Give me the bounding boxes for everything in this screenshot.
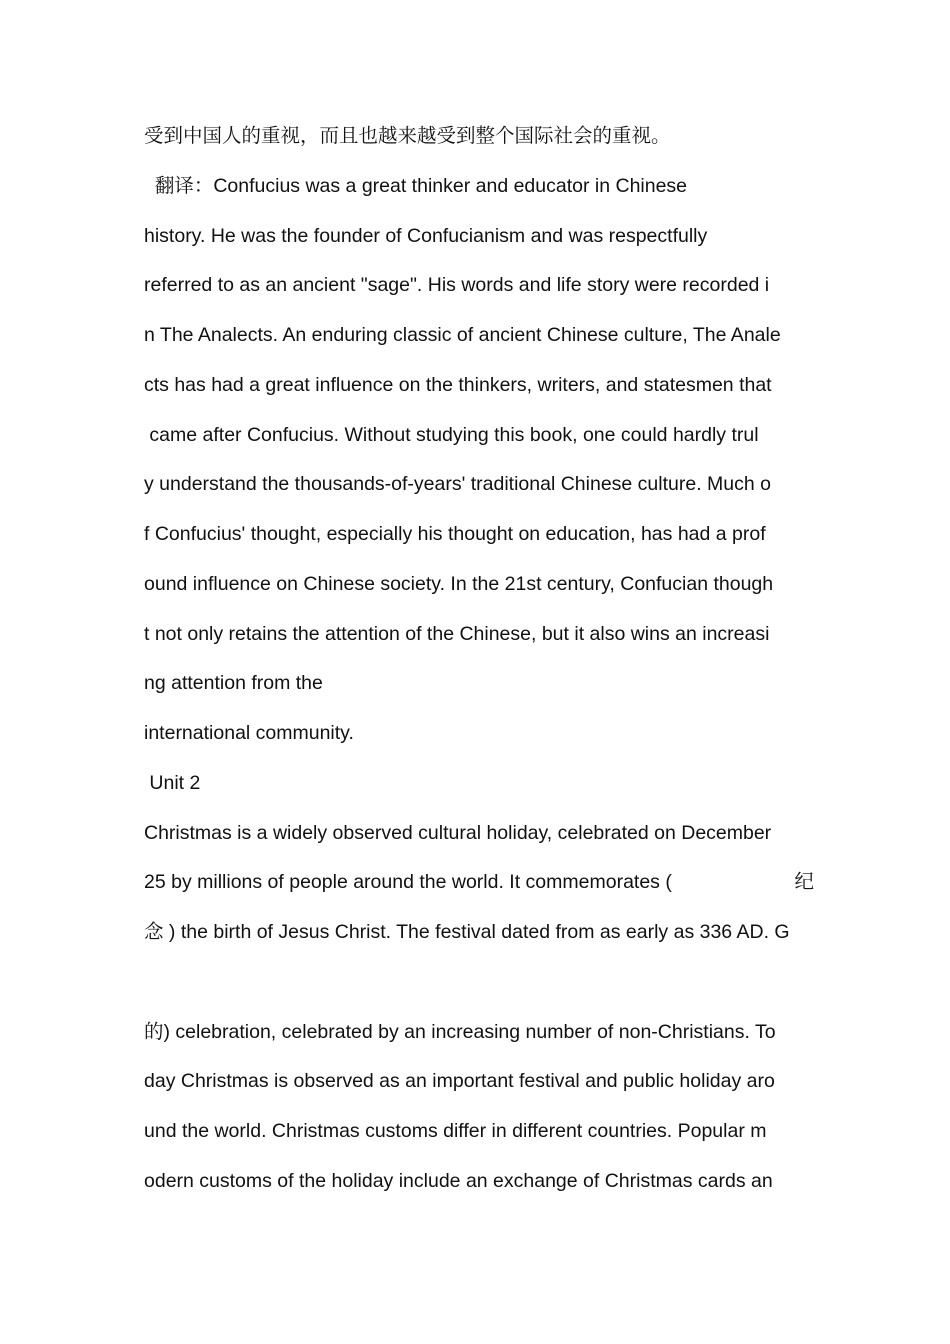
text-line-justified xyxy=(144,967,814,997)
text-line: f Confucius' thought, especially his thought on education, has had a prof xyxy=(144,523,766,545)
text-line: ound influence on Chinese society. In the 21st century, Confucian though xyxy=(144,573,774,595)
text-segment: 25 by millions of people around the world. It commemorates ( xyxy=(144,871,672,893)
text-line: Christmas is a widely observed cultural holiday, celebrated on December xyxy=(144,822,772,844)
section-heading: Unit 2 xyxy=(144,772,201,794)
text-line: und the world. Christmas customs differ in different countries. Popular m xyxy=(144,1120,767,1142)
text-line: 翻译：Confucius was a great thinker and educator in Chinese xyxy=(144,175,688,197)
text-segment: 纪 xyxy=(794,871,814,893)
text-line: t not only retains the attention of the Chinese, but it also wins an increasi xyxy=(144,623,770,645)
text-line: history. He was the founder of Confucianism and was respectfully xyxy=(144,225,708,247)
text-line: referred to as an ancient "sage". His words and life story were recorded i xyxy=(144,274,770,296)
text-line: international community. xyxy=(144,722,354,744)
text-line: odern customs of the holiday include an exchange of Christmas cards an xyxy=(144,1170,773,1192)
text-line: ng attention from the xyxy=(144,672,323,694)
text-line: y understand the thousands-of-years' traditional Chinese culture. Much o xyxy=(144,473,771,495)
text-line: 的) celebration, celebrated by an increasing number of non-Christians. To xyxy=(144,1021,776,1043)
text-line: cts has had a great influence on the thinkers, writers, and statesmen that xyxy=(144,374,772,396)
text-line: 念 ) the birth of Jesus Christ. The festival dated from as early as 336 AD. G xyxy=(144,921,790,943)
text-line: day Christmas is observed as an important festival and public holiday aro xyxy=(144,1070,775,1092)
text-line: 受到中国人的重视，而且也越来越受到整个国际社会的重视。 xyxy=(144,125,671,147)
text-line: came after Confucius. Without studying this book, one could hardly trul xyxy=(144,424,759,446)
text-line: n The Analects. An enduring classic of ancient Chinese culture, The Anale xyxy=(144,324,781,346)
text-line-justified xyxy=(144,867,814,897)
